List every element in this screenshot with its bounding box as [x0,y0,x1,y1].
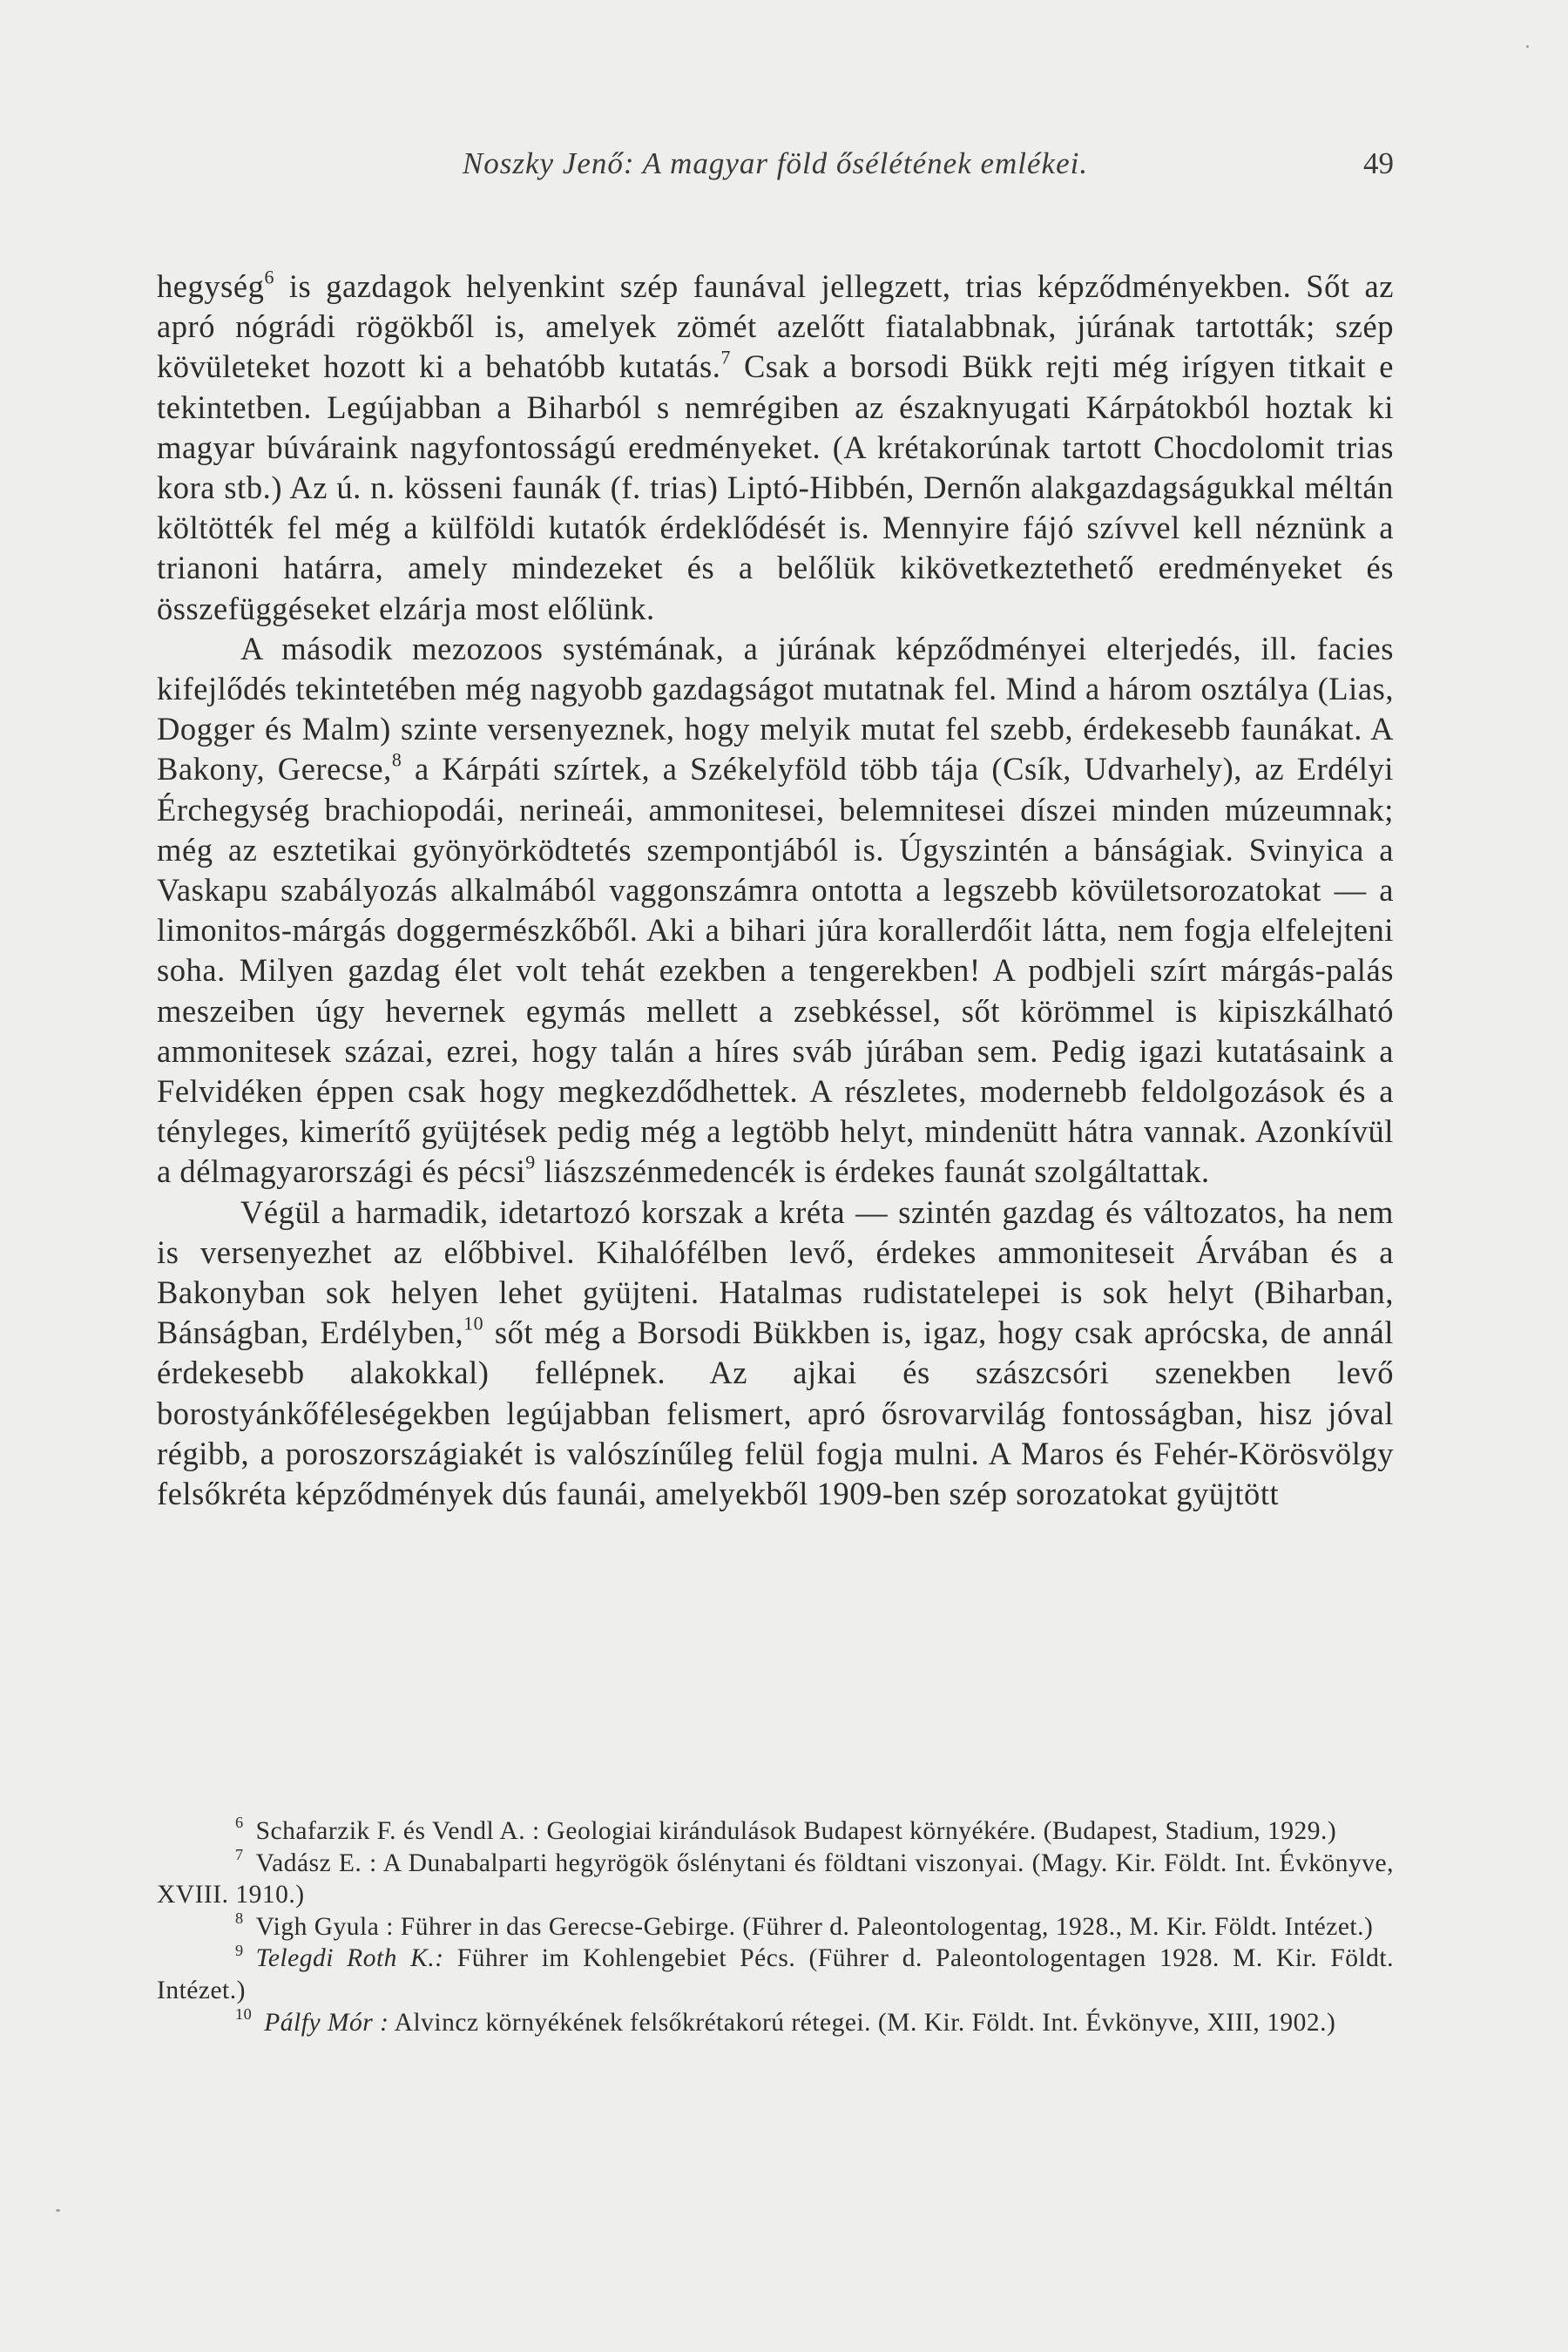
paragraph-1-text-b: is gazdagok helyenkint szép faunával jellegzett, trias képződményekben. Sőt az apró nógrádi rögökből is, amelyek zömét azelőtt fiatalabbnak, júrának tartották; szép kövületeket hozott ki a behatóbb kutatás. [157,268,1394,385]
paragraph-3-text-a: Végül a harmadik, idetartozó korszak a kréta — szintén gazdag és változatos, ha nem is versenyezhet az előbbivel. Kihalófélben levő, érdekes ammoniteseit Árvában és a Bakonyban sok helyen lehet gyüjteni. Hatalmas rudistatelepei is sok helyt (Biharban, Bánságban, Erdélyben, [157,1193,1394,1351]
paragraph-2-text-b: a Kárpáti szírtek, a Székelyföld több tája (Csík, Udvarhely), az Erdélyi Érchegység brachiopodái, nerineái, ammonitesei, belemnitesei díszei minden múzeumnak; még az esztetikai gyönyörködtetés szempontjából is. Úgyszintén a bánságiak. Svinyica a Vaskapu szabályozás alkalmából vaggonszámra ontotta a legszebb kövületsorozatokat — a limonitos-márgás doggermészkőből. Aki a bihari júra korallerdőit látta, nem fogja elfelejteni soha. Milyen gazdag élet volt tehát ezekben a tengerekben! A podbjeli szírt márgás-palás meszeiben úgy hevernek egymás mellett a zsebkéssel, sőt körömmel is kipiszkálható ammonitesek százai, ezrei, hogy talán a híres sváb júrában sem. Pedig igazi kutatásaink a Felvidéken éppen csak hogy megkezdődhettek. A részletes, modernebb feldolgozások és a tényleges, kimerítő gyüjtések pedig még a legtöbb helyt, mindenütt hátra vannak. Azonkívül a délmagyarországi és pécsi [157,751,1395,1190]
paragraph-1-text-c: Csak a borsodi Bükk rejti még irígyen titkait e tekintetben. Legújabban a Biharból s nemrégiben az északnyugati Kárpátokból hoztak ki magyar búváraink nagyfontosságú eredményeket. (A krétakorúnak tartott Chocdolomit trias kora stb.) Az ú. n. kösseni faunák (f. trias) Liptó-Hibbén, Dernőn alakgazdagságukkal méltán költötték fel még a külföldi kutatók érdeklődését is. Mennyire fájó szívvel kell néznünk a trianoni határra, amely mindezeket és a belőlük kikövetkeztethető eredményeket és összefüggéseket elzárja most előlünk. [157,348,1394,626]
page-number: 49 [1363,146,1394,180]
footnote-ref-10: 10 [463,1312,484,1335]
footnote-text: Schafarzik F. és Vendl A. : Geologiai kirándulások Budapest környékére. (Budapest, Stadium, 1929.) [255,1817,1337,1845]
footnote-number: 10 [235,2004,253,2023]
footnote-author: Pálfy Mór : [264,2008,389,2037]
footnote-ref-7: 7 [720,347,731,369]
paragraph-2-text-c: liászszénmedencék is érdekes faunát szolgáltattak. [535,1153,1210,1190]
footnote-number: 7 [235,1845,244,1863]
paper-speck [56,2209,60,2212]
paragraph-2 [157,629,1394,1193]
paragraph-2-text-a: A második mezozoos systémának, a júrának képződményei elterjedés, ill. facies kifejlődés tekintetében még nagyobb gazdagságot mutatnak fel. Mind a három osztálya (Lias, Dogger és Malm) szinte versenyeznek, hogy melyik mutat fel szebb, érdekesebb faunákat. A Bakony, Gerecse, [157,630,1394,787]
footnote-ref-6: 6 [264,266,274,288]
paper-speck [1526,45,1529,48]
footnote-9 [157,1943,1394,2006]
running-head [157,146,1394,188]
footnote-ref-8: 8 [391,749,402,772]
footnote-ref-9: 9 [525,1152,536,1174]
paragraph-1 [157,267,1394,629]
footnotes [157,1815,1394,2038]
paragraph-1-text-a: hegység [157,268,265,304]
main-text [157,267,1394,1514]
footnote-text: Führer im Kohlengebiet Pécs. (Führer d. Paleontologentagen 1928. M. Kir. Földt. Intézet.) [157,1944,1395,2004]
footnote-8 [157,1911,1394,1943]
footnote-number: 8 [235,1909,244,1927]
footnote-text: Vadász E. : A Dunabalparti hegyrögök őslénytani és földtani viszonyai. (Magy. Kir. Földt. Int. Évkönyve, XVIII. 1910.) [157,1848,1394,1909]
footnote-10 [157,2004,1394,2039]
paragraph-3 [157,1193,1394,1515]
footnote-text: Alvincz környékének felsőkrétakorú rétegei. (M. Kir. Földt. Int. Évkönyve, XIII, 1902.) [389,2008,1336,2037]
footnote-6 [157,1815,1394,1848]
footnote-text: Vigh Gyula : Führer in das Gerecse-Gebirge. (Führer d. Paleontologentag, 1928., M. Kir. Földt. Intézet.) [255,1912,1374,1941]
footnote-number: 6 [235,1814,244,1832]
footnote-number: 9 [235,1941,244,1959]
paragraph-3-text-b: sőt még a Borsodi Bükkben is, igaz, hogy csak aprócska, de annál érdekesebb alakokkal) fellépnek. Az ajkai és szászcsóri szenekben levő borostyánkőféleségekben legújabban felismert, apró ősrovarvilág fontosságban, hisz jóval régibb, a poroszországiakét is valószínűleg felül fogja mulni. A Maros és Fehér-Körösvölgy felsőkréta képződmények dús faunái, amelyekből 1909-ben szép sorozatokat gyüjtött [157,1315,1394,1512]
footnote-author: Telegdi Roth K.: [255,1944,444,1973]
footnote-7 [157,1845,1394,1911]
running-title: Noszky Jenő: A magyar föld ősélétének emlékei. [462,146,1089,180]
